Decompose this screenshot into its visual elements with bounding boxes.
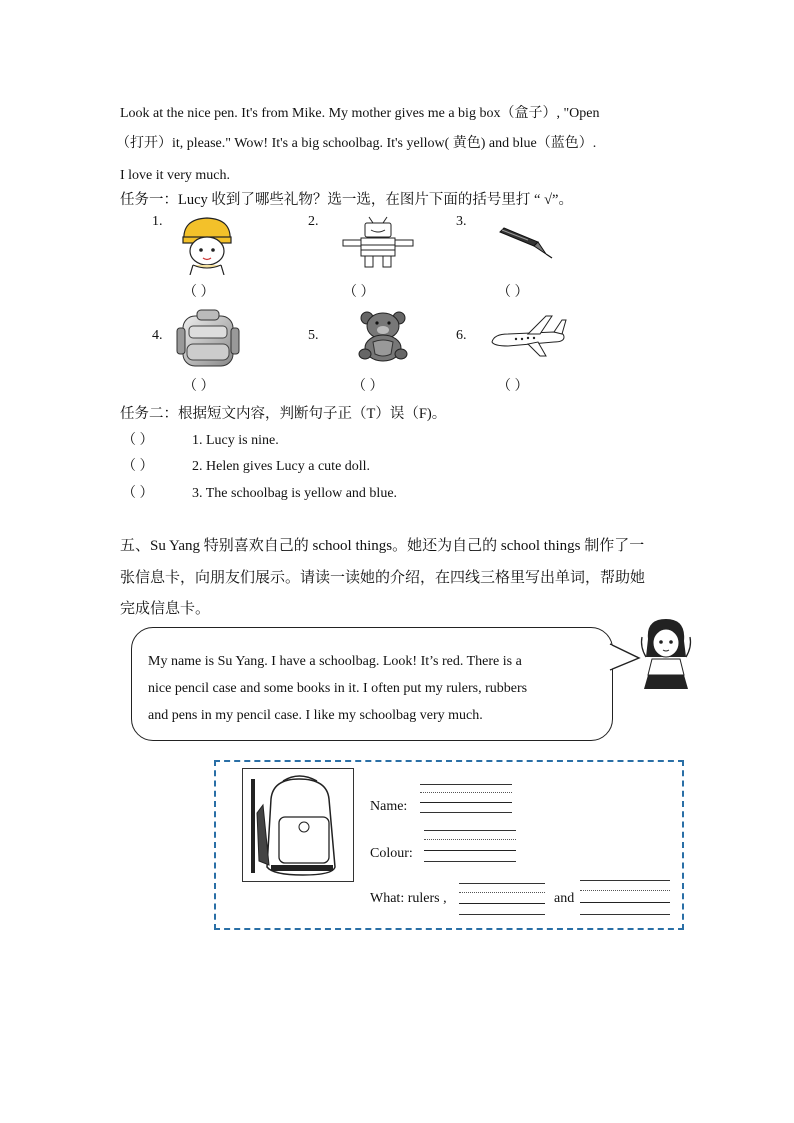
write-line <box>424 830 516 831</box>
answer-paren[interactable]: （ ） <box>183 379 215 394</box>
airplane-icon <box>488 312 568 358</box>
teddy-bear-icon <box>355 310 411 362</box>
what-label: What: rulers , <box>370 891 447 906</box>
passage-line-2: （打开）it, please." Wow! It's a big schoolbag. It's yellow( 黄色) and blue（蓝色）. <box>116 136 597 151</box>
write-line <box>459 914 545 915</box>
pen-icon <box>494 222 556 262</box>
schoolbag-icon <box>175 308 241 372</box>
bubble-line-1: My name is Su Yang. I have a schoolbag. Look! It’s red. There is a <box>148 654 522 669</box>
tf-paren[interactable]: （ ） <box>122 459 154 474</box>
colour-label: Colour: <box>370 846 413 861</box>
colour-write-baseline[interactable] <box>424 850 516 851</box>
tf-paren[interactable]: （ ） <box>122 433 154 448</box>
write-line <box>420 784 512 785</box>
girl-waving-icon <box>636 617 694 689</box>
write-line <box>580 890 670 891</box>
name-label: Name: <box>370 799 408 814</box>
section5-line-3: 完成信息卡。 <box>120 601 211 617</box>
item-number: 2. <box>308 214 319 229</box>
write-line <box>420 812 512 813</box>
task1-title: 任务一：Lucy 收到了哪些礼物？选一选，在图片下面的括号里打 “ √”。 <box>120 192 573 208</box>
write-line <box>580 880 670 881</box>
write-line <box>580 914 670 915</box>
task2-title: 任务二：根据短文内容，判断句子正（T）误（F)。 <box>120 406 447 422</box>
item-number: 5. <box>308 328 319 343</box>
section5-line-2: 张信息卡，向朋友们展示。请读一读她的介绍，在四线三格里写出单词，帮助她 <box>120 570 646 586</box>
answer-paren[interactable]: （ ） <box>183 285 215 300</box>
bubble-line-3: and pens in my pencil case. I like my schoolbag very much. <box>148 708 483 723</box>
section5-line-1: 五、Su Yang 特别喜欢自己的 school things。她还为自己的 school things 制作了一 <box>120 538 645 554</box>
answer-paren[interactable]: （ ） <box>352 379 384 394</box>
info-card <box>214 760 684 930</box>
tf-statement: 2. Helen gives Lucy a cute doll. <box>192 459 371 474</box>
write-line <box>424 861 516 862</box>
item-number: 1. <box>152 214 163 229</box>
write-line <box>424 839 516 840</box>
item-number: 3. <box>456 214 467 229</box>
item-number: 6. <box>456 328 467 343</box>
item1-write-baseline[interactable] <box>459 903 545 904</box>
tf-statement: 3. The schoolbag is yellow and blue. <box>192 486 398 501</box>
tf-paren[interactable]: （ ） <box>122 486 154 501</box>
passage-line-1: Look at the nice pen. It's from Mike. My mother gives me a big box（盒子）, "Open <box>120 106 600 121</box>
backpack-image-frame <box>242 768 354 882</box>
bubble-text <box>148 648 600 729</box>
bubble-line-2: nice pencil case and some books in it. I often put my rulers, rubbers <box>148 681 528 696</box>
answer-paren[interactable]: （ ） <box>497 379 529 394</box>
item-number: 4. <box>152 328 163 343</box>
write-line <box>459 883 545 884</box>
backpack-icon <box>243 769 353 881</box>
name-write-baseline[interactable] <box>420 802 512 803</box>
item2-write-baseline[interactable] <box>580 902 670 903</box>
robot-icon <box>337 215 419 269</box>
answer-paren[interactable]: （ ） <box>343 285 375 300</box>
write-line <box>420 792 512 793</box>
write-line <box>459 892 545 893</box>
tf-statement: 1. Lucy is nine. <box>192 433 279 448</box>
passage-line-3: I love it very much. <box>120 168 231 183</box>
and-label: and <box>554 891 575 906</box>
answer-paren[interactable]: （ ） <box>497 285 529 300</box>
speech-bubble <box>131 627 613 741</box>
child-with-hat-icon <box>178 215 236 275</box>
